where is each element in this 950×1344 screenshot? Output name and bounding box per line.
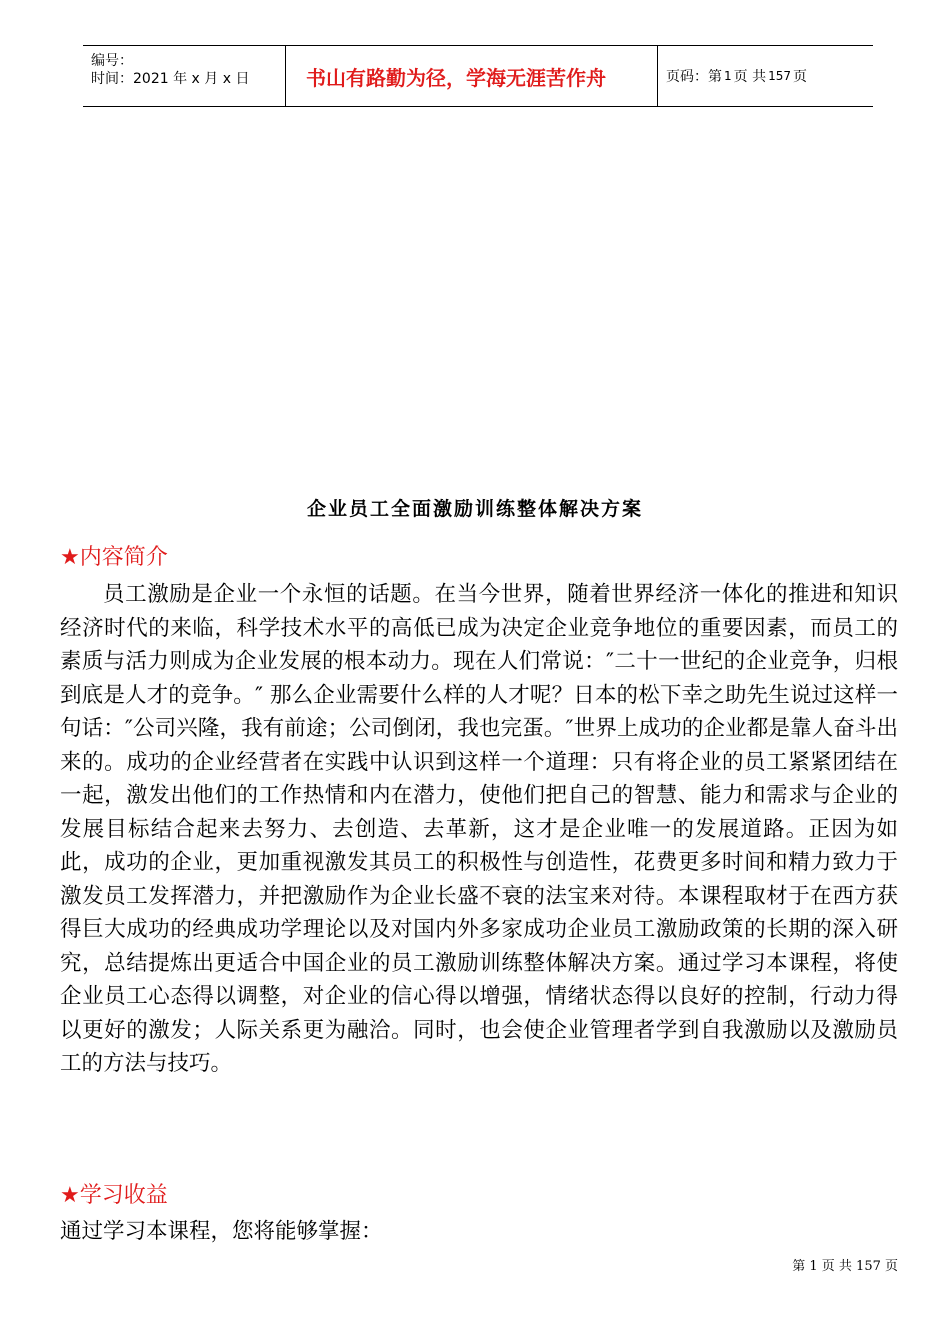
document-time-label: 时间：2021 年 x 月 x 日 <box>91 71 250 87</box>
header-motto-cell <box>285 46 658 106</box>
section-heading-text: 学习收益 <box>79 1183 168 1208</box>
section-heading-text: 内容简介 <box>79 545 168 570</box>
page-suffix: 页 <box>793 69 807 85</box>
page-total: 157 <box>768 69 791 83</box>
benefits-intro: 通过学习本课程，您将能够掌握： <box>60 1219 383 1244</box>
page-footer: 第 1 页 共 157 页 <box>792 1259 898 1274</box>
page-header <box>83 45 873 107</box>
header-page-cell <box>658 46 873 106</box>
header-meta-cell <box>83 46 285 106</box>
section-heading-benefits <box>60 1178 168 1209</box>
intro-paragraph: 员工激励是企业一个永恒的话题。在当今世界，随着世界经济一体化的推进和知识经济时代的来临，科学技术水平的高低已成为决定企业竞争地位的重要因素，而员工的素质与活力则成为企业发展的根本动力。现在人们常说：″二十一世纪的企业竞争，归根到底是人才的竞争。″ 那么企业需要什么样的人才呢？日本的松下幸之助先生说过这样一句话：″公司兴隆，我有前途；公司倒闭，我也完蛋。″世界上成功的企业都是靠人奋斗出来的。成功的企业经营者在实践中认识到这样一个道理：只有将企业的员工紧紧团结在一起，激发出他们的工作热情和内在潜力，使他们把自己的智慧、能力和需求与企业的发展目标结合起来去努力、去创造、去革新，这才是企业唯一的发展道路。正因为如此，成功的企业，更加重视激发其员工的积极性与创造性，花费更多时间和精力致力于激发员工发挥潜力，并把激励作为企业长盛不衰的法宝来对待。本课程取材于在西方获得巨大成功的经典成功学理论以及对国内外多家成功企业员工激励政策的长期的深入研究，总结提炼出更适合中国企业的员工激励训练整体解决方案。通过学习本课程，将使企业员工心态得以调整，对企业的信心得以增强，情绪状态得以良好的控制，行动力得以更好的激发；人际关系更为融洽。同时，也会使企业管理者学到自我激励以及激励员工的方法与技巧。 <box>60 582 898 1076</box>
header-motto: 书山有路勤为径，学海无涯苦作舟 <box>306 65 606 90</box>
star-icon: ★ <box>60 1183 80 1208</box>
section-heading-intro <box>60 540 168 571</box>
star-icon: ★ <box>60 545 80 570</box>
page-mid: 页 共 <box>733 69 767 85</box>
document-number-label: 编号： <box>91 53 133 69</box>
page-prefix: 页码：第 <box>666 69 722 85</box>
document-title: 企业员工全面激励训练整体解决方案 <box>306 498 643 520</box>
page-current: 1 <box>724 69 732 83</box>
